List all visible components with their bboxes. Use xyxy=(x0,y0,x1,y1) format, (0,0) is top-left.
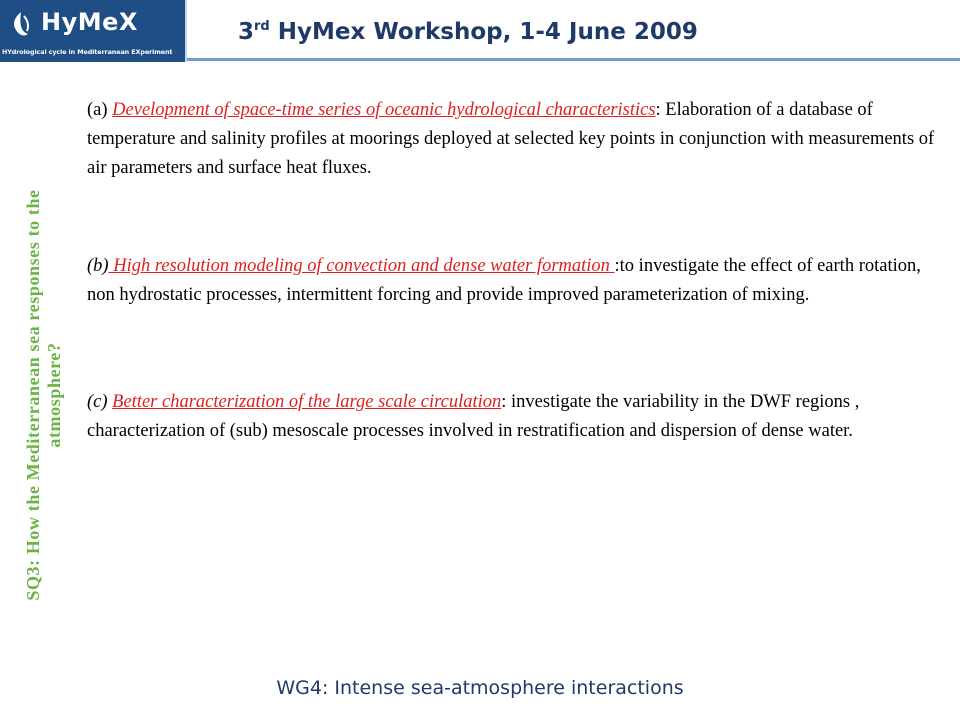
logo-mark-icon xyxy=(10,10,32,40)
paragraph-c-text: : investigate the variability in the DWF regions , characterization of (sub) mesoscale processes involved in restratification and dispersion of dense water. xyxy=(87,392,860,441)
slide-title xyxy=(238,19,698,45)
logo-tagline: HYdrological cycle in Mediterranean EXperiment xyxy=(2,48,173,56)
title-ordinal-suffix: rd xyxy=(254,19,270,34)
title-ordinal-number: 3 xyxy=(238,19,255,45)
paragraph-a-prefix: (a) xyxy=(87,100,113,120)
paragraph-a-text: : Elaboration of a database of temperature and salinity profiles at moorings deployed at selected key points in conjunction with measurements of air parameters and surface heat fluxes. xyxy=(87,100,935,178)
hymex-logo xyxy=(0,0,187,62)
logo-name: HyMeX xyxy=(41,8,138,36)
paragraph-c-prefix: (c) xyxy=(87,392,113,412)
paragraph-c xyxy=(87,388,939,446)
paragraph-b-link[interactable]: High resolution modeling of convection and dense water formation xyxy=(108,256,615,276)
vertical-section-title: SQ3: How the Mediterranean sea responses to the atmosphere? xyxy=(23,189,64,601)
paragraph-a-link[interactable]: Development of space-time series of oceanic hydrological characteristics xyxy=(112,100,656,120)
title-text: HyMex Workshop, 1-4 June 2009 xyxy=(269,19,698,45)
footer-caption: WG4: Intense sea-atmosphere interactions xyxy=(276,677,684,699)
paragraph-b-text: :to investigate the effect of earth rotation, non hydrostatic processes, intermittent forcing and provide improved parameterization of mixing. xyxy=(87,256,921,305)
paragraph-c-link[interactable]: Better characterization of the large scale circulation xyxy=(112,392,502,412)
paragraph-b-prefix: (b) xyxy=(87,256,109,276)
paragraph-a xyxy=(87,96,939,183)
paragraph-b xyxy=(87,252,939,310)
header-divider xyxy=(187,58,960,61)
